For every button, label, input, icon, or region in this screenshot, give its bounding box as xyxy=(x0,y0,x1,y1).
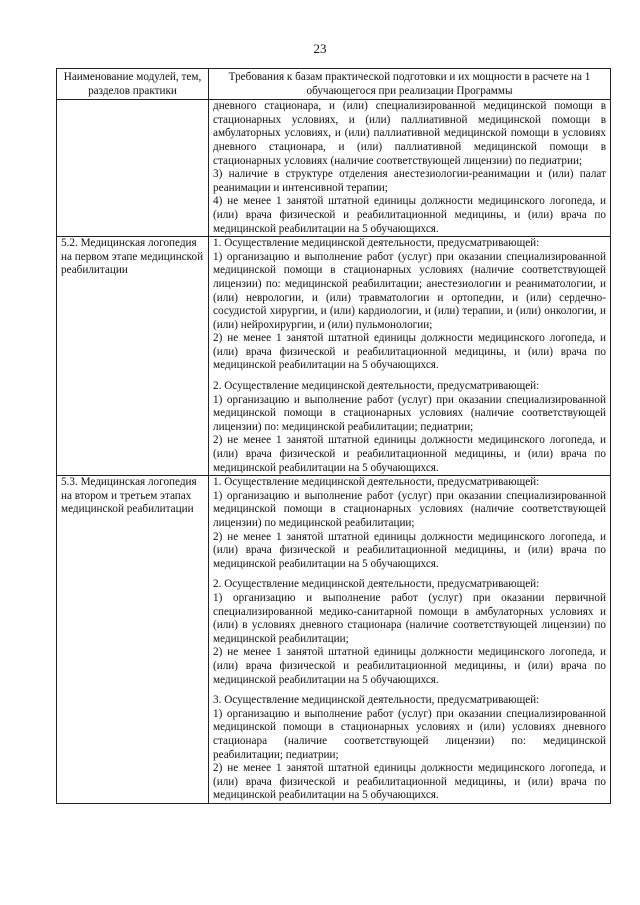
requirement-line: 2) не менее 1 занятой штатной единицы должности медицинского логопеда, и (или) врача физической и реабилитационной медицины, и (или) врача по медицинской реабилитации на 5 обучающихся. xyxy=(213,434,606,474)
table-header-row xyxy=(57,69,611,100)
requirement-line: 2) не менее 1 занятой штатной единицы должности медицинского логопеда, и (или) врача физической и реабилитационной медицины, и (или) врача по медицинской реабилитации на 5 обучающихся. xyxy=(213,762,606,802)
requirement-line: 1. Осуществление медицинской деятельности, предусматривающей: xyxy=(213,237,540,250)
requirement-block xyxy=(213,694,606,803)
header-requirements: Требования к базам практической подготовки и их мощности в расчете на 1 обучающегося при реализации Программы xyxy=(209,69,611,100)
requirement-line: 2. Осуществление медицинской деятельности, предусматривающей: xyxy=(213,380,540,393)
requirement-line: 2) не менее 1 занятой штатной единицы должности медицинского логопеда, и (или) врача физической и реабилитационной медицины, и (или) врача по медицинской реабилитации на 5 обучающихся. xyxy=(213,332,606,372)
requirements-cell xyxy=(209,237,611,476)
requirement-line: 2) не менее 1 занятой штатной единицы должности медицинского логопеда, и (или) врача физической и реабилитационной медицины, и (или) врача по медицинской реабилитации на 5 обучающихся. xyxy=(213,530,606,570)
table-row-continuation xyxy=(57,100,611,237)
requirement-line: 3. Осуществление медицинской деятельности, предусматривающей: xyxy=(213,694,540,707)
requirement-line: 1) организацию и выполнение работ (услуг) при оказании специализированной медицинской помощи в стационарных условиях и (или) условиях дневного стационара (наличие соответствующей лицензии) по: медицинской реабилитации; педиатрии; xyxy=(213,707,606,761)
requirement-block xyxy=(213,476,606,571)
requirement-line: 2) не менее 1 занятой штатной единицы должности медицинского логопеда, и (или) врача физической и реабилитационной медицины, и (или) врача по медицинской реабилитации на 5 обучающихся. xyxy=(213,646,606,686)
requirement-line: 1) организацию и выполнение работ (услуг) при оказании специализированной медицинской помощи в стационарных условиях (наличие соответствующей лицензии) по: медицинской реабилитации; анестезиологии и реаниматологии, и (или) неврологии, и (или) травматологии и ортопедии, и (или) сердечно-сосудистой хирургии, и (или) кардиологии, и (или) терапии, и (или) онкологии, и (или) нейрохирургии, и (или) пульмонологии; xyxy=(213,250,606,331)
table-row-5-2 xyxy=(57,237,611,476)
page-number: 23 xyxy=(313,41,327,56)
requirements-cell xyxy=(209,100,611,237)
requirements-table xyxy=(56,68,611,804)
requirement-line: 1) организацию и выполнение работ (услуг) при оказании первичной специализированной медико-санитарной помощи в амбулаторных условиях и (или) в условиях дневного стационара (наличие соответствующей лицензии) по медицинской реабилитации; xyxy=(213,591,606,645)
header-modules: Наименование модулей, тем, разделов практики xyxy=(57,69,209,100)
requirement-block xyxy=(213,380,606,475)
module-cell-empty xyxy=(57,100,209,237)
table-row-5-3 xyxy=(57,476,611,804)
requirement-line: 1) организацию и выполнение работ (услуг) при оказании специализированной медицинской помощи в стационарных условиях (наличие соответствующей лицензии) по медицинской реабилитации; xyxy=(213,489,606,529)
module-name: 5.2. Медицинская логопедия на первом этапе медицинской реабилитации xyxy=(57,237,209,476)
requirement-line: дневного стационара, и (или) специализированной медицинской помощи в стационарных условиях, и (или) паллиативной медицинской помощи в амбулаторных условиях, и (или) паллиативной медицинской помощи в условиях дневного стационара, и (или) паллиативной медицинской помощи в стационарных условиях (наличие соответствующей лицензии) по педиатрии; xyxy=(213,100,606,167)
requirement-block xyxy=(213,578,606,687)
requirement-line: 1. Осуществление медицинской деятельности, предусматривающей: xyxy=(213,476,540,489)
requirement-line: 3) наличие в структуре отделения анестезиологии-реанимации и (или) палат реанимации и интенсивной терапии; xyxy=(213,168,606,194)
requirement-line: 4) не менее 1 занятой штатной единицы должности медицинского логопеда, и (или) врача физической и реабилитационной медицины, и (или) врача по медицинской реабилитации на 5 обучающихся. xyxy=(213,195,606,235)
module-name: 5.3. Медицинская логопедия на втором и третьем этапах медицинской реабилитации xyxy=(57,476,209,804)
requirements-cell xyxy=(209,476,611,804)
requirement-block xyxy=(213,237,606,373)
requirement-line: 1) организацию и выполнение работ (услуг) при оказании специализированной медицинской помощи в стационарных условиях (наличие соответствующей лицензии) по: медицинской реабилитации; педиатрии; xyxy=(213,393,606,433)
requirement-line: 2. Осуществление медицинской деятельности, предусматривающей: xyxy=(213,578,540,591)
